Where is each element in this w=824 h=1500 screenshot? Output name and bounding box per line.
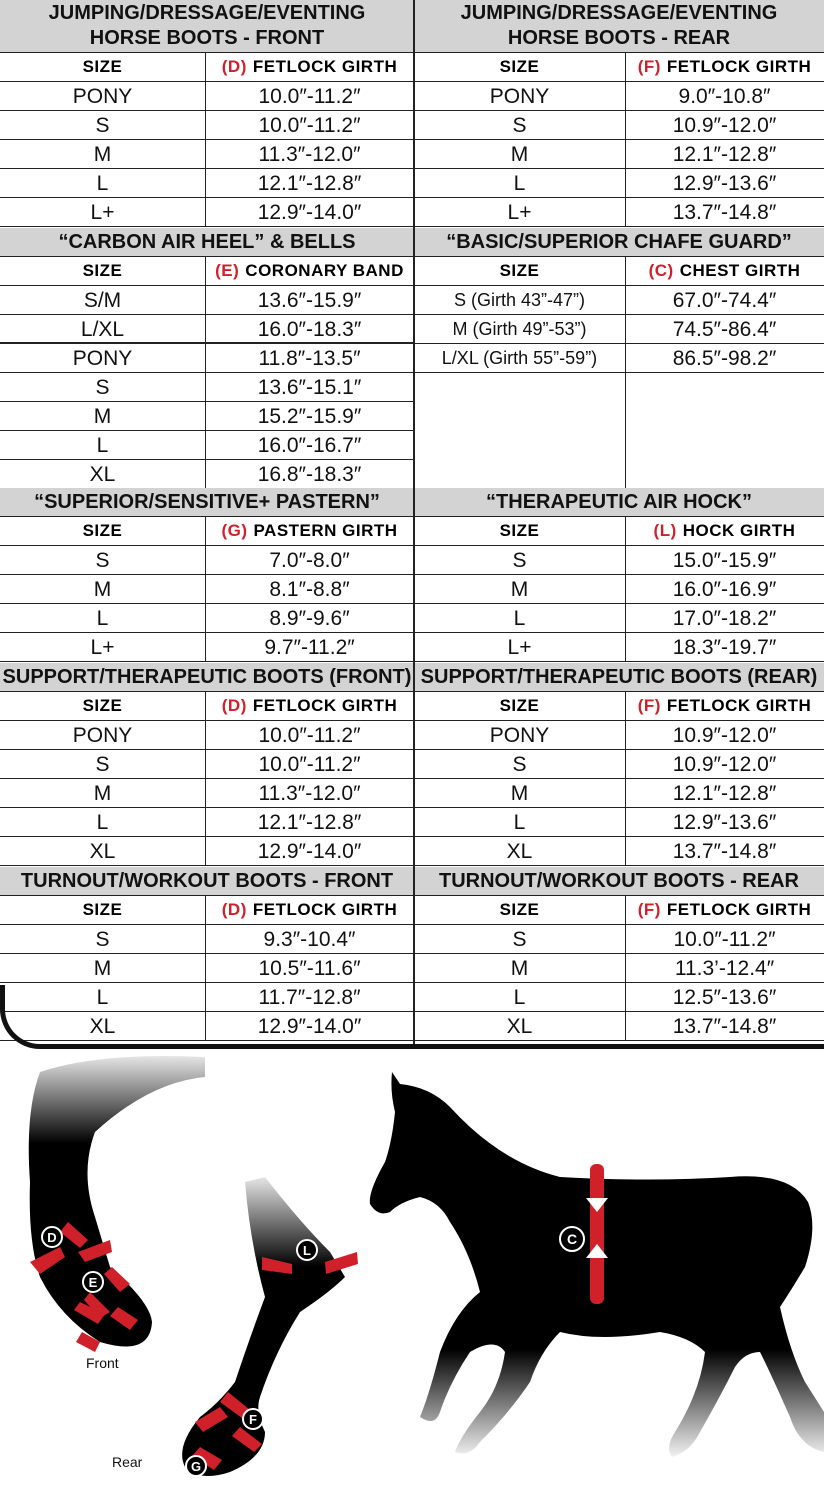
size-column-header: SIZE — [82, 696, 123, 715]
column-divider — [625, 53, 626, 227]
svg-text:F: F — [249, 1412, 257, 1427]
size-cell: L — [96, 985, 109, 1009]
measure-cell: 67.0″-74.4″ — [672, 288, 777, 312]
measure-column-header — [625, 53, 824, 81]
measure-code: (F) — [637, 696, 661, 715]
size-cell: S/M — [83, 288, 122, 312]
table-title: “SUPERIOR/SENSITIVE+ PASTERN” — [34, 490, 380, 513]
grid-line — [0, 256, 414, 257]
marker-f-icon — [243, 1409, 263, 1429]
size-cell: PONY — [72, 723, 133, 747]
size-cell: M — [510, 142, 529, 166]
size-column-header: SIZE — [82, 261, 123, 280]
measure-label: FETLOCK GIRTH — [252, 57, 398, 76]
marker-d-icon — [42, 1227, 62, 1247]
rear-leg-silhouette — [182, 1177, 345, 1476]
measure-cell: 11.3″-12.0″ — [258, 142, 361, 166]
marker-g-icon — [186, 1456, 206, 1476]
section-divider — [0, 342, 414, 344]
measure-cell: 13.7″-14.8″ — [672, 839, 777, 863]
size-cell: L — [513, 171, 526, 195]
measure-cell: 17.0″-18.2″ — [672, 606, 777, 630]
table-header — [414, 0, 824, 52]
size-cell: S (Girth 43”-47”) — [453, 290, 586, 310]
measure-column-header — [625, 517, 824, 545]
grid-line — [0, 516, 414, 517]
size-column-header: SIZE — [82, 57, 123, 76]
measure-label: FETLOCK GIRTH — [252, 696, 398, 715]
size-cell: S — [512, 752, 527, 776]
table-title: TURNOUT/WORKOUT BOOTS - FRONT — [20, 869, 394, 892]
size-cell: L — [513, 810, 526, 834]
grid-line — [0, 226, 414, 227]
grid-line — [414, 691, 824, 692]
measure-cell: 12.1″-12.8″ — [672, 142, 777, 166]
measure-cell: 12.9″-14.0″ — [257, 1014, 362, 1038]
measure-cell: 8.9″-9.6″ — [269, 606, 350, 630]
size-cell: S — [95, 113, 110, 137]
measure-label: CORONARY BAND — [245, 261, 404, 280]
size-cell: S — [95, 752, 110, 776]
measure-cell: 10.0″-11.2″ — [258, 752, 361, 776]
measure-cell: 11.7″-12.8″ — [258, 985, 361, 1009]
size-cell: L/XL — [80, 317, 125, 341]
table-header — [414, 228, 824, 256]
size-cell: PONY — [72, 346, 133, 370]
measure-cell: 15.2″-15.9″ — [257, 404, 362, 428]
measure-column-header — [625, 257, 824, 285]
size-cell: S — [512, 548, 527, 572]
measure-label: PASTERN GIRTH — [253, 521, 398, 540]
grid-line — [414, 516, 824, 517]
measure-cell: 10.9″-12.0″ — [672, 113, 777, 137]
size-cell: M — [510, 956, 529, 980]
measure-cell: 10.5″-11.6″ — [258, 956, 361, 980]
svg-text:C: C — [566, 1231, 578, 1247]
measure-column-header — [205, 517, 414, 545]
size-cell: L+ — [507, 200, 532, 224]
measure-cell: 13.7″-14.8″ — [672, 1014, 777, 1038]
measure-code: (D) — [221, 900, 247, 919]
measure-code: (E) — [215, 261, 240, 280]
size-column-header: SIZE — [82, 521, 123, 540]
measure-column-header — [205, 896, 414, 924]
measure-column-header — [625, 692, 824, 720]
table-title: SUPPORT/THERAPEUTIC BOOTS (FRONT) — [2, 665, 412, 688]
grid-line — [0, 865, 414, 866]
measure-cell: 9.7″-11.2″ — [264, 635, 355, 659]
measure-cell: 9.3″-10.4″ — [263, 927, 356, 951]
measure-code: (F) — [637, 57, 661, 76]
table-header — [0, 0, 414, 52]
table-title: “CARBON AIR HEEL” & BELLS — [58, 230, 356, 253]
size-cell: L — [96, 433, 109, 457]
size-cell: PONY — [489, 84, 550, 108]
size-cell: M — [93, 142, 112, 166]
grid-line — [0, 52, 414, 53]
svg-text:D: D — [47, 1230, 57, 1245]
table-title: JUMPING/DRESSAGE/EVENTING — [48, 2, 366, 24]
table-header — [414, 867, 824, 895]
size-cell: M (Girth 49”-53”) — [452, 319, 587, 339]
size-column-header: SIZE — [499, 57, 540, 76]
column-divider — [205, 53, 206, 227]
measure-cell: 12.1″-12.8″ — [257, 810, 362, 834]
svg-text:L: L — [303, 1243, 311, 1258]
size-cell: L+ — [507, 635, 532, 659]
size-cell: XL — [89, 1014, 116, 1038]
table-header — [414, 488, 824, 516]
size-cell: L — [96, 810, 109, 834]
measure-cell: 13.6″-15.1″ — [257, 375, 362, 399]
size-cell: M — [510, 781, 529, 805]
measure-cell: 10.9″-12.0″ — [672, 723, 777, 747]
grid-line — [414, 256, 824, 257]
measure-cell: 15.0″-15.9″ — [672, 548, 777, 572]
front-leg-silhouette — [29, 1056, 205, 1347]
measure-label: FETLOCK GIRTH — [252, 900, 398, 919]
measure-cell: 16.0″-16.9″ — [672, 577, 777, 601]
measure-cell: 11.3″-12.0″ — [258, 781, 361, 805]
measure-code: (C) — [648, 261, 674, 280]
measure-cell: 8.1″-8.8″ — [269, 577, 350, 601]
grid-line — [414, 661, 824, 662]
size-cell: L — [96, 606, 109, 630]
measure-cell: 74.5″-86.4″ — [672, 317, 777, 341]
column-divider — [205, 692, 206, 866]
table-title: “THERAPEUTIC AIR HOCK” — [486, 490, 752, 513]
size-cell: L — [513, 606, 526, 630]
size-cell: XL — [506, 839, 533, 863]
measure-column-header — [205, 257, 414, 285]
measure-label: FETLOCK GIRTH — [666, 696, 812, 715]
size-column-header: SIZE — [499, 696, 540, 715]
size-cell: M — [93, 956, 112, 980]
grid-line — [414, 865, 824, 866]
measurement-diagram — [0, 1052, 824, 1500]
size-column-header: SIZE — [499, 521, 540, 540]
size-cell: M — [93, 577, 112, 601]
size-cell: L — [96, 171, 109, 195]
measure-code: (F) — [637, 900, 661, 919]
grid-line — [0, 895, 414, 896]
size-cell: XL — [506, 1014, 533, 1038]
measure-cell: 16.0″-18.3″ — [257, 317, 362, 341]
measure-cell: 11.8″-13.5″ — [258, 346, 361, 370]
measure-column-header — [205, 53, 414, 81]
measure-label: FETLOCK GIRTH — [666, 57, 812, 76]
measure-cell: 11.3’-12.4″ — [674, 956, 775, 980]
measure-cell: 16.8″-18.3″ — [257, 462, 362, 486]
size-column-header: SIZE — [499, 261, 540, 280]
grid-line — [414, 52, 824, 53]
table-header — [414, 663, 824, 691]
size-column-header: SIZE — [82, 900, 123, 919]
column-divider — [625, 517, 626, 662]
measure-cell: 12.9″-13.6″ — [672, 171, 777, 195]
measure-cell: 16.0″-16.7″ — [257, 433, 362, 457]
size-cell: XL — [89, 462, 116, 486]
chart-frame-corner — [0, 985, 824, 1049]
grid-line — [414, 226, 824, 227]
center-divider — [413, 0, 415, 1045]
grid-line — [414, 895, 824, 896]
measure-cell: 12.5″-13.6″ — [672, 985, 777, 1009]
size-cell: M — [93, 404, 112, 428]
measure-cell: 12.9″-14.0″ — [257, 839, 362, 863]
size-cell: L — [513, 985, 526, 1009]
size-cell: XL — [89, 839, 116, 863]
marker-l-icon — [297, 1240, 317, 1260]
size-cell: M — [510, 577, 529, 601]
front-caption: Front — [86, 1355, 119, 1371]
svg-text:E: E — [88, 1275, 98, 1290]
size-cell: S — [95, 927, 110, 951]
measure-label: FETLOCK GIRTH — [666, 900, 812, 919]
size-cell: S — [95, 548, 110, 572]
rear-caption: Rear — [112, 1454, 143, 1470]
table-header — [0, 663, 414, 691]
measure-cell: 86.5″-98.2″ — [672, 346, 777, 370]
table-header — [0, 488, 414, 516]
measure-cell: 12.9″-13.6″ — [672, 810, 777, 834]
measure-cell: 12.9″-14.0″ — [257, 200, 362, 224]
measure-cell: 10.9″-12.0″ — [672, 752, 777, 776]
measure-code: (D) — [221, 696, 247, 715]
table-title: SUPPORT/THERAPEUTIC BOOTS (REAR) — [420, 665, 818, 688]
measure-cell: 10.0″-11.2″ — [258, 113, 361, 137]
table-header — [0, 867, 414, 895]
column-divider — [625, 257, 626, 488]
measure-cell: 10.0″-11.2″ — [673, 927, 776, 951]
size-cell: S — [512, 927, 527, 951]
size-cell: M — [93, 781, 112, 805]
column-divider — [625, 692, 626, 866]
measure-cell: 7.0″-8.0″ — [269, 548, 350, 572]
measure-cell: 13.7″-14.8″ — [672, 200, 777, 224]
size-column-header: SIZE — [499, 900, 540, 919]
marker-c-icon — [560, 1227, 584, 1251]
measure-cell: 12.1″-12.8″ — [257, 171, 362, 195]
size-cell: L/XL (Girth 55”-59”) — [441, 348, 598, 368]
measure-column-header — [205, 692, 414, 720]
size-cell: PONY — [72, 84, 133, 108]
grid-line — [0, 661, 414, 662]
table-title: TURNOUT/WORKOUT BOOTS - REAR — [439, 869, 799, 892]
svg-text:G: G — [190, 1459, 202, 1474]
table-title: HORSE BOOTS - FRONT — [89, 27, 325, 49]
size-cell: S — [95, 375, 110, 399]
table-title: HORSE BOOTS - REAR — [507, 27, 731, 49]
measure-code: (L) — [653, 521, 677, 540]
size-cell: L+ — [90, 635, 115, 659]
table-title: “BASIC/SUPERIOR CHAFE GUARD” — [446, 230, 792, 253]
grid-line — [414, 372, 824, 373]
measure-label: CHEST GIRTH — [679, 261, 801, 280]
measure-code: (D) — [221, 57, 247, 76]
marker-e-icon — [83, 1272, 103, 1292]
measure-cell: 12.1″-12.8″ — [672, 781, 777, 805]
measure-cell: 9.0″-10.8″ — [678, 84, 771, 108]
table-title: JUMPING/DRESSAGE/EVENTING — [460, 2, 778, 24]
measure-cell: 10.0″-11.2″ — [258, 723, 361, 747]
column-divider — [205, 257, 206, 489]
column-divider — [205, 517, 206, 662]
measure-cell: 18.3″-19.7″ — [672, 635, 777, 659]
measure-column-header — [625, 896, 824, 924]
table-header — [0, 228, 414, 256]
measure-cell: 10.0″-11.2″ — [258, 84, 361, 108]
measure-label: HOCK GIRTH — [682, 521, 796, 540]
measure-cell: 13.6″-15.9″ — [257, 288, 362, 312]
size-cell: S — [512, 113, 527, 137]
size-cell: PONY — [489, 723, 550, 747]
grid-line — [0, 691, 414, 692]
size-cell: L+ — [90, 200, 115, 224]
measure-code: (G) — [221, 521, 248, 540]
